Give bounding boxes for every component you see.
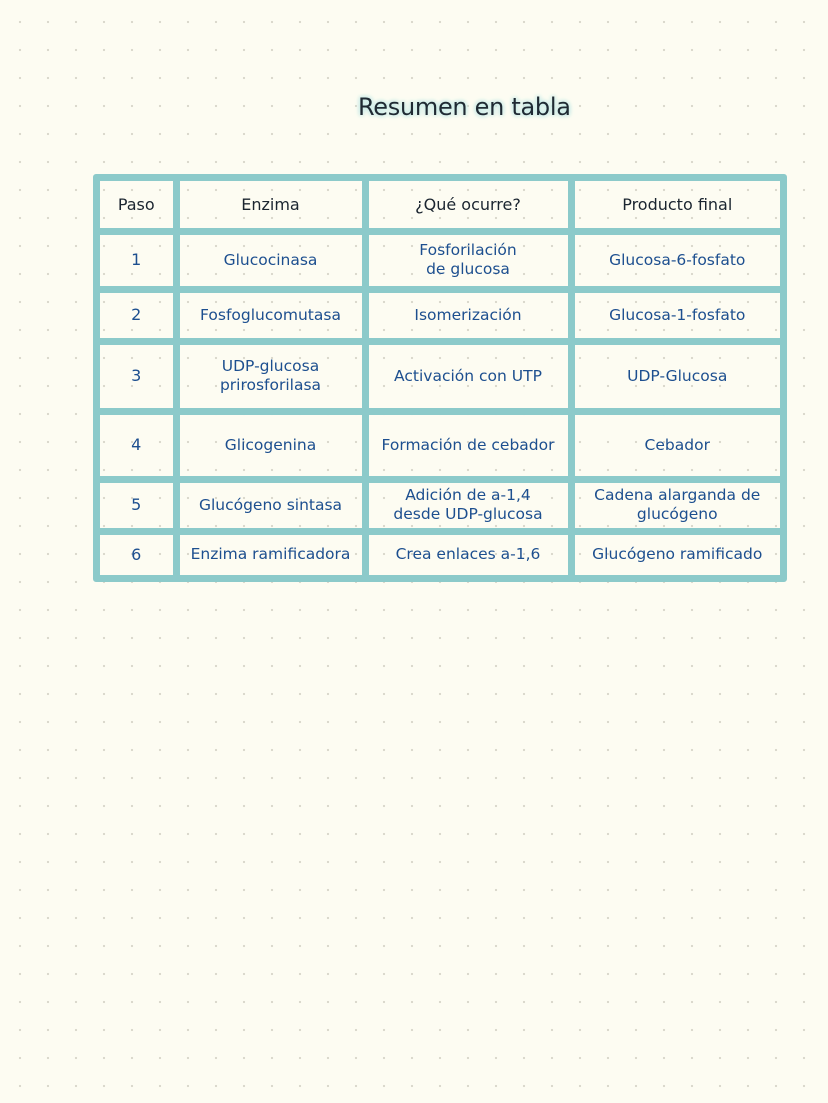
cell-paso: 3	[100, 341, 176, 411]
cell-paso: 4	[100, 411, 176, 479]
table-row	[100, 341, 780, 411]
header-paso: Paso	[100, 181, 176, 231]
header-enzima: Enzima	[176, 181, 365, 231]
cell-que-ocurre: Activación con UTP	[365, 341, 571, 411]
table-row	[100, 231, 780, 289]
cell-paso: 2	[100, 289, 176, 341]
cell-paso: 5	[100, 479, 176, 531]
cell-que-ocurre: Fosforilación de glucosa	[365, 231, 571, 289]
table-row	[100, 411, 780, 479]
table-row	[100, 289, 780, 341]
cell-paso: 6	[100, 531, 176, 575]
cell-producto-final: Glucógeno ramificado	[571, 531, 780, 575]
cell-que-ocurre: Formación de cebador	[365, 411, 571, 479]
cell-producto-final: Glucosa-1-fosfato	[571, 289, 780, 341]
table-row	[100, 479, 780, 531]
cell-que-ocurre: Adición de a-1,4 desde UDP-glucosa	[365, 479, 571, 531]
cell-producto-final: Cebador	[571, 411, 780, 479]
title-container	[355, 93, 570, 127]
summary-table-frame	[93, 174, 787, 582]
header-que-ocurre: ¿Qué ocurre?	[365, 181, 571, 231]
cell-producto-final: UDP-Glucosa	[571, 341, 780, 411]
cell-enzima: Glucocinasa	[176, 231, 365, 289]
table-row	[100, 531, 780, 575]
cell-que-ocurre: Crea enlaces a-1,6	[365, 531, 571, 575]
cell-que-ocurre: Isomerización	[365, 289, 571, 341]
cell-enzima: UDP-glucosa prirosforilasa	[176, 341, 365, 411]
page-title: Resumen en tabla	[358, 93, 571, 121]
cell-enzima: Glicogenina	[176, 411, 365, 479]
header-producto-final: Producto final	[571, 181, 780, 231]
cell-producto-final: Cadena alarganda de glucógeno	[571, 479, 780, 531]
cell-enzima: Fosfoglucomutasa	[176, 289, 365, 341]
cell-enzima: Glucógeno sintasa	[176, 479, 365, 531]
header-row	[100, 181, 780, 231]
summary-table	[100, 181, 780, 575]
cell-paso: 1	[100, 231, 176, 289]
cell-producto-final: Glucosa-6-fosfato	[571, 231, 780, 289]
cell-enzima: Enzima ramificadora	[176, 531, 365, 575]
